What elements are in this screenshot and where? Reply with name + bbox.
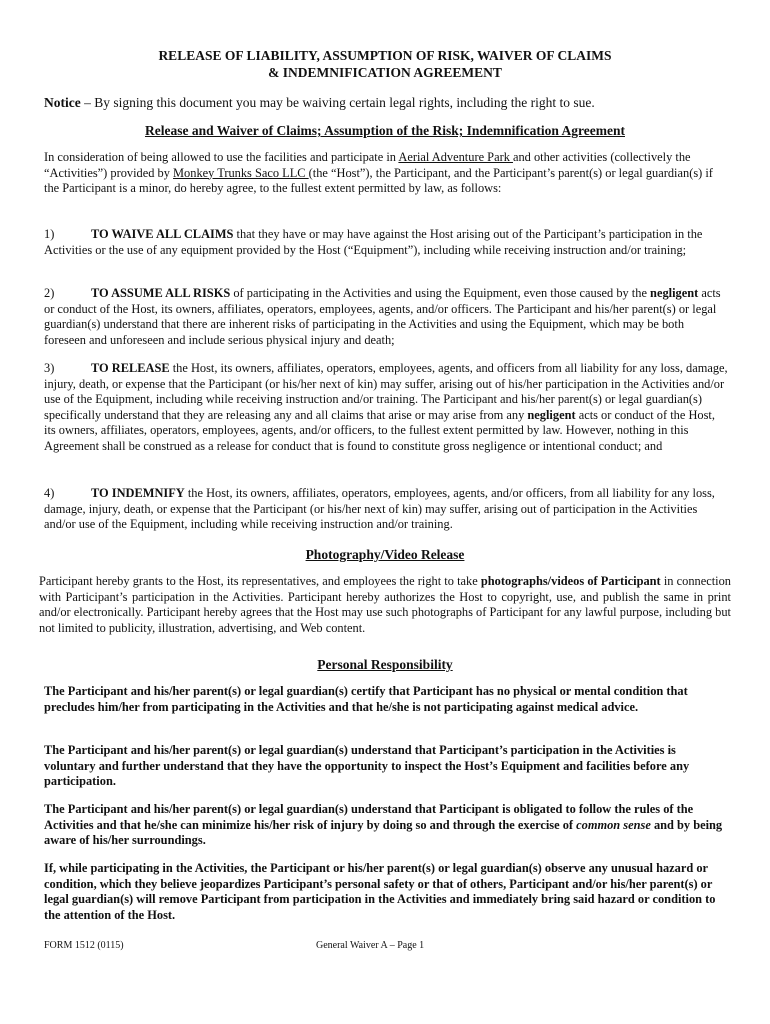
photo-emphasis: photographs/videos of Participant	[480, 574, 661, 588]
negligent-emphasis: negligent	[650, 286, 699, 300]
personal-text-3a: The Participant and his/her parent(s) or legal guardian(s) understand that Participant is obligated to follow the rules of the Activities and that he/she can minimize his/her risk of injury by doing so and through the exercise of	[44, 802, 694, 832]
title-line-1: RELEASE OF LIABILITY, ASSUMPTION OF RISK, WAIVER OF CLAIMS	[158, 48, 612, 63]
clause-text: that they have or may have against the Host arising out of the Participant’s participation in the Activities or the use of any equipment provided by the Host (“Equipment”), including while receiving instruction and/or training;	[44, 227, 703, 257]
personal-paragraph-2: The Participant and his/her parent(s) or legal guardian(s) understand that Participant’s participation in the Activities is voluntary and further understand that they have the opportunity to inspect the Host’s Equipment and facilities before any participation.	[44, 743, 690, 789]
clause-lead: TO ASSUME ALL RISKS	[91, 286, 231, 300]
personal-paragraph-1: The Participant and his/her parent(s) or legal guardian(s) certify that Participant has no physical or mental condition that precludes him/her from participating in the Activities and that he/she is not participating against medical advice.	[44, 684, 688, 714]
title-line-2: & INDEMNIFICATION AGREEMENT	[268, 65, 502, 80]
intro-text-1: In consideration of being allowed to use the facilities and participate in	[44, 150, 399, 164]
clause-number: 3)	[44, 361, 55, 375]
photo-paragraph	[39, 574, 731, 636]
clause-4	[44, 486, 729, 533]
page-label: General Waiver A – Page 1	[316, 940, 425, 951]
clause-lead: TO RELEASE	[91, 361, 170, 375]
clause-text: the Host, its owners, affiliates, operators, employees, agents, and officers from all liability for any loss, damage, injury, death, or expense that the Participant (or his/her next of kin) may suffer, arising out of his/her participation in the Activities and/or use of the Equipment, including while receiving instruction and/or training. The Participant and his/her parent(s) or legal guardian(s) specifically understand that they are releasing any and all claims that arise or may arise from any	[44, 361, 728, 422]
personal-text-3b: and by being aware of his/her surroundings.	[44, 817, 723, 848]
form-number: FORM 1512 (0115)	[44, 940, 124, 951]
clause-3	[44, 361, 729, 455]
notice-text: – By signing this document you may be waiving certain legal rights, including the right to sue.	[80, 95, 595, 110]
personal-paragraph-3	[44, 802, 729, 849]
host-name: Monkey Trunks Saco LLC	[173, 165, 309, 180]
clause-lead: TO WAIVE ALL CLAIMS	[91, 227, 234, 241]
clause-number: 2)	[44, 286, 55, 300]
notice	[44, 94, 734, 111]
intro-text-2: and other activities (collectively the “Activities”) provided by	[44, 150, 691, 180]
personal-paragraph-4: If, while participating in the Activities, the Participant or his/her parent(s) or legal guardian(s) observe any unusual hazard or condition, which they believe jeopardizes Participant’s personal safety or that of others, Participant and/or his/her parent(s) or legal guardian(s) will remove Participant from participation in the Activities and immediately bring said hazard or condition to the attention of the Host.	[44, 861, 716, 922]
intro-text-3: (the “Host”), the Participant, and the Participant’s parent(s) or legal guardian(s) if the Participant is a minor, do hereby agree, to the fullest extent permitted by law, as follows:	[44, 165, 713, 196]
clause-text: the Host, its owners, affiliates, operators, employees, agents, and/or officers, from all liability for any loss, damage, injury, death, or expense that the Participant (or his/her next of kin) may suffer, arising out of participation in the Activities and/or use of the Equipment, including while receiving instruction and/or training.	[44, 486, 715, 532]
common-sense-emphasis: common sense	[576, 817, 651, 832]
facility-name: Aerial Adventure Park	[398, 150, 513, 164]
release-heading: Release and Waiver of Claims; Assumption of the Risk; Indemnification Agreement	[144, 123, 625, 138]
clause-number: 4)	[44, 486, 55, 500]
clause-2	[44, 286, 729, 348]
clause-lead: TO INDEMNIFY	[91, 486, 185, 500]
clause-text: of participating in the Activities and using the Equipment, even those caused by the	[230, 286, 651, 300]
clause-number: 1)	[44, 227, 55, 241]
photo-heading: Photography/Video Release	[305, 547, 465, 562]
personal-heading: Personal Responsibility	[317, 657, 453, 672]
photo-text-1: Participant hereby grants to the Host, its representatives, and employees the right to take	[39, 574, 481, 588]
intro-paragraph	[44, 150, 729, 197]
negligent-emphasis: negligent	[527, 407, 576, 422]
photo-text-2: in connection with Participant’s participation in the Activities. Participant hereby authorizes the Host to copyright, use, and publish the same in print and/or electronically. Participant hereby agrees that the Host may use such photographs of Participant for any lawful purpose, including but not limited to publicity, illustration, advertising, and Web content.	[39, 574, 731, 635]
clause-1	[44, 227, 729, 258]
clause-text: acts or conduct of the Host, its owners, affiliates, operators, employees, agents, and/or officers. The Participant and his/her parent(s) or legal guardian(s) understand that there are inherent risks of participating in the Activities and using the Equipment, which may be both foreseen and unforeseen and include serious physical injury and death;	[44, 286, 721, 347]
notice-label: Notice	[44, 95, 81, 110]
document-title	[0, 47, 770, 81]
clause-text: acts or conduct of the Host, its owners, affiliates, operators, employees, agents, and/or officers, to the fullest extent permitted by law. However, nothing in this Agreement shall be construed as a release for conduct that is found to constitute gross negligence or intentional conduct; and	[44, 407, 715, 453]
